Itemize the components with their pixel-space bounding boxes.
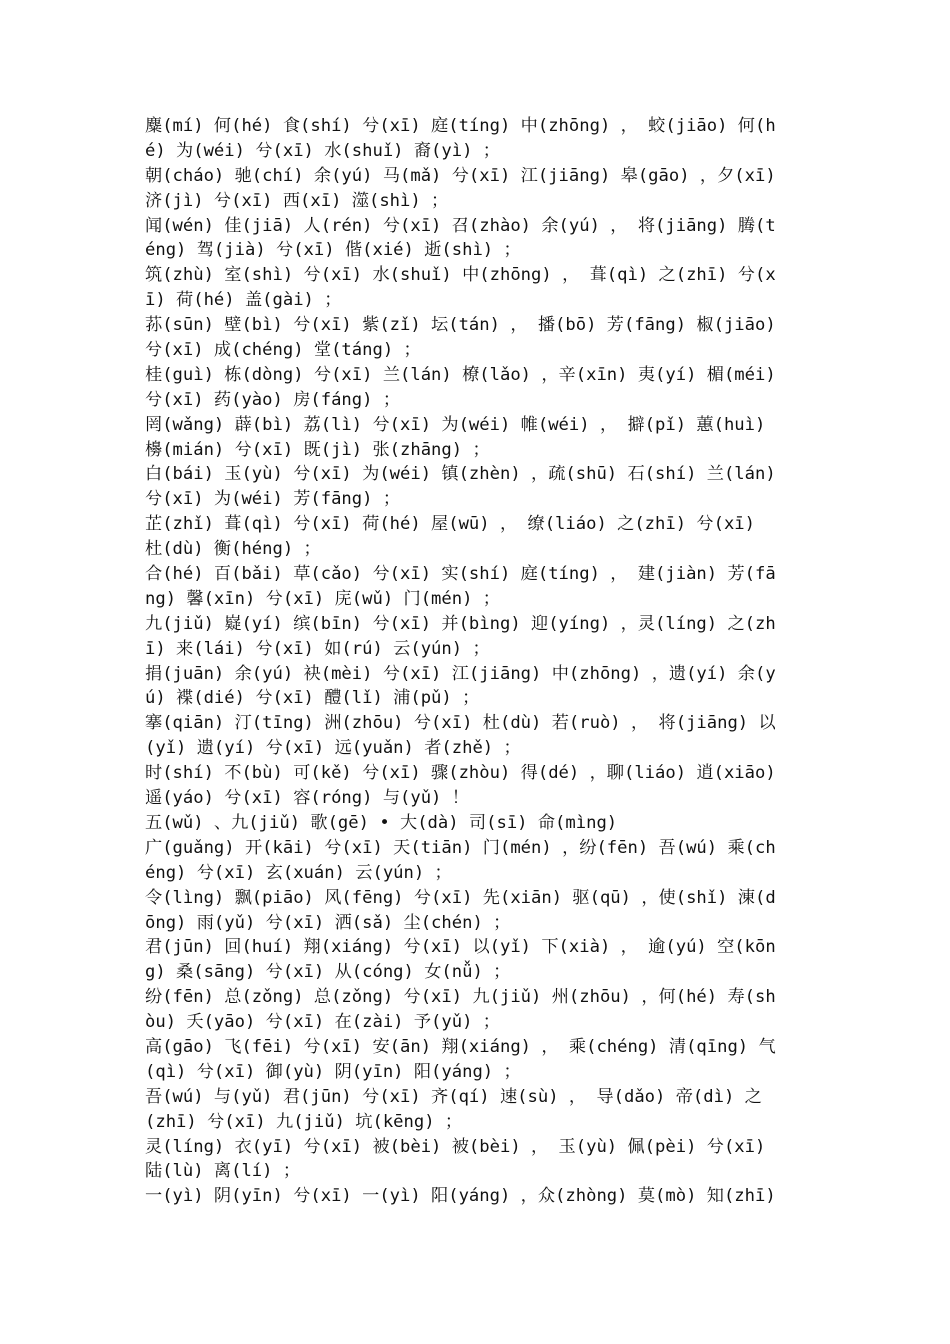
text-line: 闻(wén) 佳(jiā) 人(rén) 兮(xī) 召(zhào) 余(yú) ， 将(jiāng) 腾(t [145,215,776,236]
text-line: 一(yì) 阴(yīn) 兮(xī) 一(yì) 阳(yáng) ，众(zhòng) 莫(mò) 知(zhī) [145,1186,776,1207]
section-heading: 五(wǔ) 、九(jiǔ) 歌(gē) • 大(dà) 司(sī) 命(mìng) [145,812,618,833]
text-line: 九(jiǔ) 嶷(yí) 缤(bīn) 兮(xī) 并(bìng) 迎(yíng) ，灵(líng) 之(zh [145,613,776,634]
text-line: 合(hé) 百(bǎi) 草(cǎo) 兮(xī) 实(shí) 庭(tíng) ， 建(jiàn) 芳(fā [145,564,776,585]
text-line: 时(shí) 不(bù) 可(kě) 兮(xī) 骤(zhòu) 得(dé) ，聊(liáo) 逍(xiāo) [145,763,776,784]
text-line: ī) 来(lái) 兮(xī) 如(rú) 云(yún) ； [145,638,490,659]
text-line: (yǐ) 遗(yí) 兮(xī) 远(yuǎn) 者(zhě) ； [145,738,521,759]
text-line: 朝(cháo) 驰(chí) 余(yú) 马(mǎ) 兮(xī) 江(jiāng) 皋(gāo) ，夕(xī) [145,165,776,186]
text-line: 筑(zhù) 室(shì) 兮(xī) 水(shuǐ) 中(zhōng) ， 葺(qì) 之(zhī) 兮(x [145,265,776,286]
text-line: 荪(sūn) 壁(bì) 兮(xī) 紫(zǐ) 坛(tán) ， 播(bō) 芳(fāng) 椒(jiāo) [145,315,776,336]
text-line: 兮(xī) 成(chéng) 堂(táng) ； [145,340,421,361]
text-line: 灵(líng) 衣(yī) 兮(xī) 被(bèi) 被(bèi) ， 玉(yù) 佩(pèi) 兮(xī) [145,1136,766,1157]
text-line: ōng) 雨(yǔ) 兮(xī) 洒(sǎ) 尘(chén) ； [145,912,511,933]
text-line: 令(lìng) 飘(piāo) 风(fēng) 兮(xī) 先(xiān) 驱(qū) ，使(shǐ) 涷(d [145,887,776,908]
text-line: 白(bái) 玉(yù) 兮(xī) 为(wéi) 镇(zhèn) ，疏(shū) 石(shí) 兰(lán) [145,464,776,485]
text-line: òu) 夭(yāo) 兮(xī) 在(zài) 予(yǔ) ； [145,1012,500,1033]
text-line: 纷(fēn) 总(zǒng) 总(zǒng) 兮(xī) 九(jiǔ) 州(zhōu) ，何(hé) 寿(sh [145,987,776,1008]
text-line: 搴(qiān) 汀(tīng) 洲(zhōu) 兮(xī) 杜(dù) 若(ruò) ， 将(jiāng) 以 [145,713,776,734]
text-line: 遥(yáo) 兮(xī) 容(róng) 与(yǔ) ！ [145,788,469,809]
text-line: éng) 驾(jià) 兮(xī) 偕(xié) 逝(shì) ； [145,240,521,261]
text-line: (qì) 兮(xī) 御(yù) 阴(yīn) 阳(yáng) ； [145,1061,521,1082]
text-line: (zhī) 兮(xī) 九(jiǔ) 坑(kēng) ； [145,1111,463,1132]
text-line: 捐(juān) 余(yú) 袂(mèi) 兮(xī) 江(jiāng) 中(zhōng) ，遗(yí) 余(y [145,663,776,684]
text-line: 芷(zhǐ) 葺(qì) 兮(xī) 荷(hé) 屋(wū) ， 缭(liáo) 之(zhī) 兮(xī) [145,514,755,535]
text-line: ú) 褋(dié) 兮(xī) 醴(lǐ) 浦(pǔ) ； [145,688,480,709]
text-line: 兮(xī) 为(wéi) 芳(fāng) ； [145,489,401,510]
text-line: 兮(xī) 药(yào) 房(fáng) ； [145,389,401,410]
poem-text-block [145,114,811,1209]
text-line: 罔(wǎng) 薜(bì) 荔(lì) 兮(xī) 为(wéi) 帷(wéi) ， 擗(pǐ) 蕙(huì) [145,414,766,435]
text-line: 君(jūn) 回(huí) 翔(xiáng) 兮(xī) 以(yǐ) 下(xià) ， 逾(yú) 空(kōn [145,937,776,958]
text-line: g) 桑(sāng) 兮(xī) 从(cóng) 女(nǚ) ； [145,962,511,983]
text-line: 济(jì) 兮(xī) 西(xī) 澨(shì) ； [145,190,449,211]
text-line: ng) 馨(xīn) 兮(xī) 庑(wǔ) 门(mén) ； [145,588,500,609]
text-line: 杜(dù) 衡(héng) ； [145,539,321,560]
text-line: 櫋(mián) 兮(xī) 既(jì) 张(zhāng) ； [145,439,490,460]
text-line: 吾(wú) 与(yǔ) 君(jūn) 兮(xī) 齐(qí) 速(sù) ， 导(dǎo) 帝(dì) 之 [145,1086,762,1107]
text-line: 麋(mí) 何(hé) 食(shí) 兮(xī) 庭(tíng) 中(zhōng) ， 蛟(jiāo) 何(h [145,116,776,136]
text-line: ī) 荷(hé) 盖(gài) ； [145,290,342,311]
text-line: 陆(lù) 离(lí) ； [145,1161,301,1182]
text-line: 桂(guì) 栋(dòng) 兮(xī) 兰(lán) 橑(lǎo) ，辛(xīn) 夷(yí) 楣(méi) [145,364,776,385]
text-line: 高(gāo) 飞(fēi) 兮(xī) 安(ān) 翔(xiáng) ， 乘(chéng) 清(qīng) 气 [145,1036,776,1057]
text-line: é) 为(wéi) 兮(xī) 水(shuǐ) 裔(yì) ； [145,140,500,161]
text-line: 广(guǎng) 开(kāi) 兮(xī) 天(tiān) 门(mén) ，纷(fēn) 吾(wú) 乘(ch [145,837,776,858]
text-line: éng) 兮(xī) 玄(xuán) 云(yún) ； [145,862,452,883]
